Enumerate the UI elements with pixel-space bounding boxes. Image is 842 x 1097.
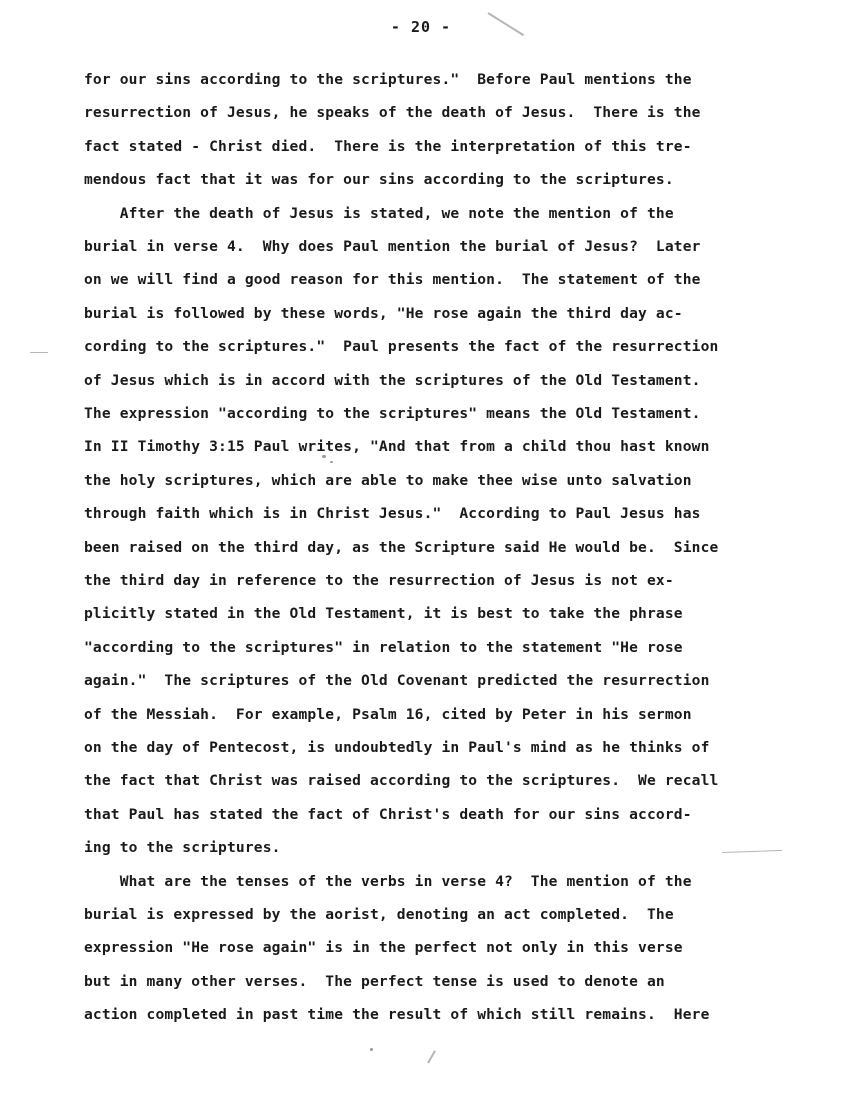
text-line: the fact that Christ was raised according to the scriptures. We recall bbox=[84, 772, 719, 789]
text-line: through faith which is in Christ Jesus." According to Paul Jesus has bbox=[84, 505, 701, 522]
text-line: After the death of Jesus is stated, we note the mention of the bbox=[84, 205, 674, 222]
text-line: mendous fact that it was for our sins according to the scriptures. bbox=[84, 171, 674, 188]
scan-speck bbox=[330, 461, 333, 463]
text-line: burial is expressed by the aorist, denoting an act completed. The bbox=[84, 906, 674, 923]
text-line: on the day of Pentecost, is undoubtedly in Paul's mind as he thinks of bbox=[84, 739, 710, 756]
text-line: action completed in past time the result of which still remains. Here bbox=[84, 1006, 710, 1023]
text-line: but in many other verses. The perfect tense is used to denote an bbox=[84, 973, 665, 990]
text-line: The expression "according to the scriptures" means the Old Testament. bbox=[84, 405, 701, 422]
text-line: that Paul has stated the fact of Christ's death for our sins accord- bbox=[84, 806, 692, 823]
text-line: resurrection of Jesus, he speaks of the death of Jesus. There is the bbox=[84, 104, 701, 121]
text-line: expression "He rose again" is in the perfect not only in this verse bbox=[84, 939, 683, 956]
text-line: burial in verse 4. Why does Paul mention the burial of Jesus? Later bbox=[84, 238, 701, 255]
text-line: plicitly stated in the Old Testament, it is best to take the phrase bbox=[84, 605, 683, 622]
text-line: burial is followed by these words, "He rose again the third day ac- bbox=[84, 305, 683, 322]
text-line: for our sins according to the scriptures." Before Paul mentions the bbox=[84, 71, 692, 88]
scan-speck bbox=[322, 455, 326, 458]
text-line: fact stated - Christ died. There is the interpretation of this tre- bbox=[84, 138, 692, 155]
text-line: ing to the scriptures. bbox=[84, 839, 281, 856]
text-line: the holy scriptures, which are able to make thee wise unto salvation bbox=[84, 472, 692, 489]
page-number: - 20 - bbox=[390, 18, 452, 36]
scan-streak bbox=[30, 352, 48, 353]
scan-speck bbox=[370, 1048, 373, 1051]
text-line: of Jesus which is in accord with the scriptures of the Old Testament. bbox=[84, 372, 701, 389]
text-line: again." The scriptures of the Old Covenant predicted the resurrection bbox=[84, 672, 710, 689]
scan-streak bbox=[722, 850, 782, 853]
text-line: In II Timothy 3:15 Paul writes, "And that from a child thou hast known bbox=[84, 438, 710, 455]
scan-streak bbox=[427, 1050, 436, 1063]
text-line: What are the tenses of the verbs in verse 4? The mention of the bbox=[84, 873, 692, 890]
text-line: on we will find a good reason for this mention. The statement of the bbox=[84, 271, 701, 288]
text-line: of the Messiah. For example, Psalm 16, cited by Peter in his sermon bbox=[84, 706, 692, 723]
text-line: been raised on the third day, as the Scripture said He would be. Since bbox=[84, 539, 719, 556]
text-line: "according to the scriptures" in relation to the statement "He rose bbox=[84, 639, 683, 656]
text-line: cording to the scriptures." Paul presents the fact of the resurrection bbox=[84, 338, 719, 355]
text-line: the third day in reference to the resurrection of Jesus is not ex- bbox=[84, 572, 674, 589]
